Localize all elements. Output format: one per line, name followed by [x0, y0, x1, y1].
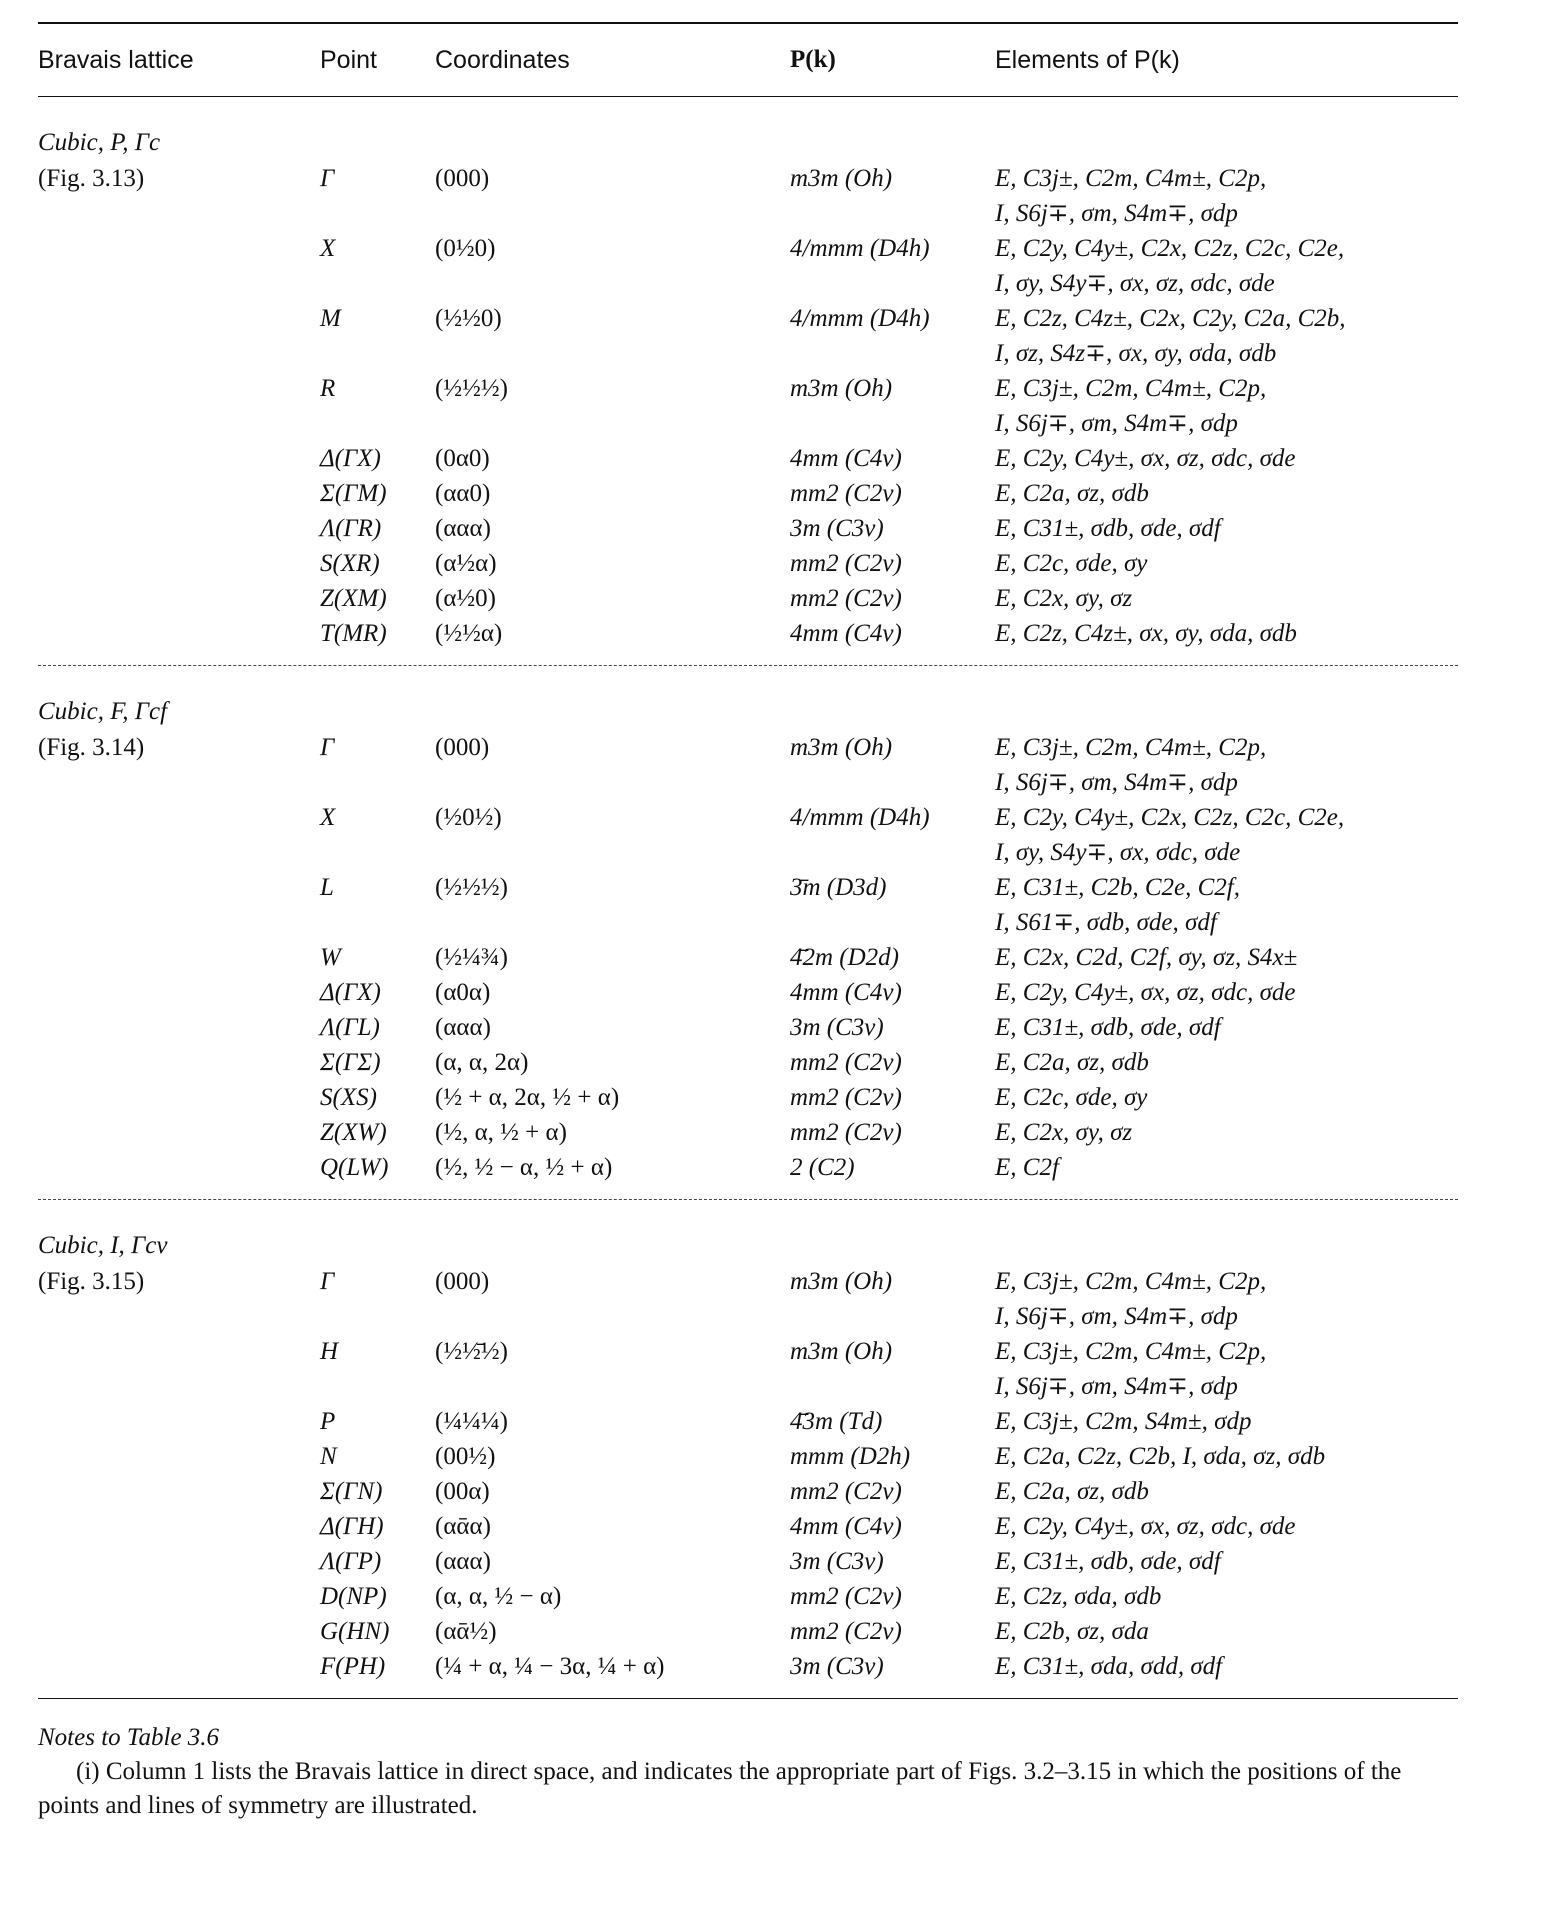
elements-cell [995, 1404, 1458, 1439]
elements-line: E, C2x, σy, σz [995, 585, 1133, 612]
coordinates-cell: (000) [435, 1268, 490, 1295]
point-group-cell: mm2 (C2v) [790, 550, 902, 577]
point-group-cell: 3m (C3v) [790, 1653, 884, 1680]
elements-cell [995, 616, 1458, 651]
elements-line: E, C31±, σdb, σde, σdf [995, 1014, 1221, 1041]
coordinates-cell: (½, α, ½ + α) [435, 1119, 567, 1146]
point-group-cell: 4mm (C4v) [790, 1513, 902, 1540]
elements-line: E, C3j±, C2m, C4m±, C2p, [995, 165, 1267, 192]
table-row [320, 1080, 1458, 1115]
header-bravais-lattice: Bravais lattice [38, 45, 194, 74]
point-symbol: D(NP) [320, 1583, 387, 1610]
elements-line: E, C31±, C2b, C2e, C2f, [995, 874, 1240, 901]
coordinates-cell: (ααα) [435, 1548, 491, 1575]
elements-cell [995, 1544, 1458, 1579]
elements-line: E, C2y, C4y±, σx, σz, σdc, σde [995, 979, 1296, 1006]
elements-line: E, C31±, σdb, σde, σdf [995, 1548, 1221, 1575]
point-group-cell: 4mm (C4v) [790, 445, 902, 472]
point-symbol: S(XS) [320, 1084, 377, 1111]
lattice-cell [38, 694, 320, 1185]
point-group-cell: mm2 (C2v) [790, 1049, 902, 1076]
point-symbol: X [320, 235, 336, 262]
elements-line: I, S6j∓, σm, S4m∓, σdp [995, 410, 1238, 437]
table-row [320, 1150, 1458, 1185]
coordinates-cell: (α, α, 2α) [435, 1049, 529, 1076]
point-symbol: Q(LW) [320, 1154, 389, 1181]
elements-cell [995, 441, 1458, 476]
table-row [320, 616, 1458, 651]
point-symbol: R [320, 375, 336, 402]
elements-cell [995, 301, 1458, 371]
table-row [320, 1439, 1458, 1474]
elements-line: E, C3j±, C2m, C4m±, C2p, [995, 1338, 1267, 1365]
point-group-cell: 3m (C3v) [790, 515, 884, 542]
table-page [38, 22, 1458, 1823]
point-symbol: Δ(ΓX) [320, 445, 381, 472]
table-row [320, 870, 1458, 940]
lattice-section [38, 666, 1458, 1199]
table-row [320, 1544, 1458, 1579]
coordinates-cell: (0½0) [435, 235, 496, 262]
coordinates-cell: (½½̄½) [435, 1338, 508, 1365]
coordinates-cell: (ααα) [435, 515, 491, 542]
point-group-cell: mm2 (C2v) [790, 1478, 902, 1505]
elements-cell [995, 1264, 1458, 1334]
coordinates-cell: (0α0) [435, 445, 490, 472]
point-symbol: Δ(ΓH) [320, 1513, 384, 1540]
elements-cell [995, 1045, 1458, 1080]
elements-line: E, C3j±, C2m, C4m±, C2p, [995, 375, 1267, 402]
point-group-cell: 4mm (C4v) [790, 620, 902, 647]
lattice-section [38, 97, 1458, 665]
elements-line: E, C31±, σda, σdd, σdf [995, 1653, 1223, 1680]
coordinates-cell: (ααα) [435, 1014, 491, 1041]
table-row [320, 161, 1458, 231]
notes-title: Notes to Table 3.6 [38, 1724, 220, 1751]
coordinates-cell: (½, ½ − α, ½ + α) [435, 1154, 613, 1181]
table-body [38, 97, 1458, 1698]
elements-cell [995, 1334, 1458, 1404]
elements-cell [995, 1614, 1458, 1649]
point-symbol: Λ(ΓR) [320, 515, 382, 542]
coordinates-cell: (αᾱ½) [435, 1618, 497, 1645]
point-symbol: T(MR) [320, 620, 387, 647]
point-symbol: Z(XM) [320, 585, 387, 612]
table-header [38, 24, 1458, 96]
elements-line: E, C2y, C4y±, σx, σz, σdc, σde [995, 445, 1296, 472]
elements-cell [995, 511, 1458, 546]
point-group-cell: mm2 (C2v) [790, 480, 902, 507]
table-row [320, 1614, 1458, 1649]
elements-cell [995, 1080, 1458, 1115]
table-row [320, 1264, 1458, 1334]
coordinates-cell: (000) [435, 165, 490, 192]
point-group-cell: 3̄m (D3d) [790, 874, 887, 901]
point-symbol: Z(XW) [320, 1119, 387, 1146]
point-rows [320, 730, 1458, 1185]
elements-line: E, C3j±, C2m, C4m±, C2p, [995, 734, 1267, 761]
figure-reference: (Fig. 3.13) [38, 165, 145, 192]
lattice-section [38, 1200, 1458, 1698]
elements-line: E, C2z, C4z±, C2x, C2y, C2a, C2b, [995, 305, 1346, 332]
elements-line: I, σy, S4y∓, σx, σz, σdc, σde [995, 270, 1275, 297]
elements-line: I, σy, S4y∓, σx, σdc, σde [995, 839, 1241, 866]
table-row [320, 1404, 1458, 1439]
point-group-cell: 3m (C3v) [790, 1014, 884, 1041]
elements-line: I, S61∓, σdb, σde, σdf [995, 909, 1217, 936]
point-group-cell: 2 (C2) [790, 1154, 855, 1181]
point-symbol: X [320, 804, 336, 831]
point-symbol: Γ [320, 734, 335, 761]
elements-cell [995, 1439, 1458, 1474]
table-row [320, 1334, 1458, 1404]
point-group-cell: 4mm (C4v) [790, 979, 902, 1006]
point-symbol: H [320, 1338, 339, 1365]
table-row [320, 1115, 1458, 1150]
point-group-cell: 3m (C3v) [790, 1548, 884, 1575]
table-row [320, 441, 1458, 476]
coordinates-cell: (½½0) [435, 305, 502, 332]
elements-line: E, C2y, C4y±, σx, σz, σdc, σde [995, 1513, 1296, 1540]
point-group-cell: m3m (Oh) [790, 165, 893, 192]
elements-line: E, C2a, σz, σdb [995, 1478, 1149, 1505]
elements-cell [995, 1474, 1458, 1509]
point-symbol: S(XR) [320, 550, 380, 577]
elements-cell [995, 476, 1458, 511]
elements-line: E, C2c, σde, σy [995, 1084, 1148, 1111]
coordinates-cell: (α½α) [435, 550, 497, 577]
point-symbol: P [320, 1408, 336, 1435]
point-symbol: Σ(ΓΣ) [320, 1049, 381, 1076]
point-symbol: Γ [320, 165, 335, 192]
elements-cell [995, 1579, 1458, 1614]
point-group-cell: 4̄2m (D2d) [790, 944, 900, 971]
point-group-cell: mm2 (C2v) [790, 1583, 902, 1610]
coordinates-cell: (000) [435, 734, 490, 761]
point-group-cell: m3m (Oh) [790, 375, 893, 402]
point-group-cell: 4/mmm (D4h) [790, 804, 930, 831]
figure-reference: (Fig. 3.15) [38, 1268, 145, 1295]
point-symbol: W [320, 944, 341, 971]
coordinates-cell: (½½α) [435, 620, 503, 647]
elements-line: I, S6j∓, σm, S4m∓, σdp [995, 1373, 1238, 1400]
table-row [320, 581, 1458, 616]
point-group-cell: mm2 (C2v) [790, 1119, 902, 1146]
header-coordinates: Coordinates [435, 45, 570, 74]
elements-line: I, S6j∓, σm, S4m∓, σdp [995, 1303, 1238, 1330]
coordinates-cell: (½¼¾) [435, 944, 508, 971]
elements-cell [995, 730, 1458, 800]
table-row [320, 231, 1458, 301]
lattice-name: Cubic, F, Γcf [38, 698, 168, 725]
point-group-cell: 4/mmm (D4h) [790, 305, 930, 332]
elements-cell [995, 1649, 1458, 1684]
table-row [320, 476, 1458, 511]
coordinates-cell: (α, α, ½ − α) [435, 1583, 562, 1610]
elements-cell [995, 581, 1458, 616]
table-row [320, 1579, 1458, 1614]
coordinates-cell: (00α) [435, 1478, 490, 1505]
elements-cell [995, 231, 1458, 301]
elements-line: E, C31±, σdb, σde, σdf [995, 515, 1221, 542]
point-symbol: Γ [320, 1268, 335, 1295]
coordinates-cell: (00½) [435, 1443, 496, 1470]
point-group-cell: mm2 (C2v) [790, 1084, 902, 1111]
lattice-name: Cubic, P, Γc [38, 129, 161, 156]
elements-line: E, C2a, σz, σdb [995, 480, 1149, 507]
coordinates-cell: (¼ + α, ¼ − 3α, ¼ + α) [435, 1653, 665, 1680]
elements-line: E, C2z, C4z±, σx, σy, σda, σdb [995, 620, 1297, 647]
elements-line: E, C2y, C4y±, C2x, C2z, C2c, C2e, [995, 235, 1345, 262]
point-group-cell: m3m (Oh) [790, 734, 893, 761]
lattice-cell [38, 1228, 320, 1684]
elements-line: I, S6j∓, σm, S4m∓, σdp [995, 769, 1238, 796]
point-rows [320, 1264, 1458, 1684]
point-symbol: G(HN) [320, 1618, 390, 1645]
coordinates-cell: (α½0) [435, 585, 496, 612]
elements-cell [995, 371, 1458, 441]
table-row [320, 1509, 1458, 1544]
elements-cell [995, 161, 1458, 231]
elements-cell [995, 940, 1458, 975]
table-row [320, 800, 1458, 870]
point-group-cell: mmm (D2h) [790, 1443, 911, 1470]
coordinates-cell: (½½½) [435, 375, 508, 402]
elements-cell [995, 870, 1458, 940]
table-row [320, 371, 1458, 441]
coordinates-cell: (¼¼¼) [435, 1408, 508, 1435]
bottom-rule [38, 1698, 1458, 1699]
point-group-cell: mm2 (C2v) [790, 1618, 902, 1645]
table-row [320, 511, 1458, 546]
header-point: Point [320, 45, 377, 74]
elements-cell [995, 1150, 1458, 1185]
point-symbol: N [320, 1443, 337, 1470]
table-row [320, 1649, 1458, 1684]
table-row [320, 1010, 1458, 1045]
figure-reference: (Fig. 3.14) [38, 734, 145, 761]
elements-line: E, C3j±, C2m, C4m±, C2p, [995, 1268, 1267, 1295]
elements-line: E, C2f [995, 1154, 1059, 1181]
table-row [320, 975, 1458, 1010]
point-symbol: Σ(ΓM) [320, 480, 387, 507]
table-row [320, 301, 1458, 371]
coordinates-cell: (½0½) [435, 804, 502, 831]
coordinates-cell: (αα0) [435, 480, 491, 507]
elements-line: E, C2c, σde, σy [995, 550, 1148, 577]
elements-line: E, C2a, C2z, C2b, I, σda, σz, σdb [995, 1443, 1326, 1470]
elements-line: E, C3j±, C2m, S4m±, σdp [995, 1408, 1252, 1435]
point-group-cell: 4/mmm (D4h) [790, 235, 930, 262]
coordinates-cell: (½½½) [435, 874, 508, 901]
point-symbol: Λ(ΓP) [320, 1548, 382, 1575]
table-row [320, 1474, 1458, 1509]
coordinates-cell: (½ + α, 2α, ½ + α) [435, 1084, 620, 1111]
elements-line: I, S6j∓, σm, S4m∓, σdp [995, 200, 1238, 227]
lattice-cell [38, 125, 320, 651]
lattice-name: Cubic, I, Γcv [38, 1232, 168, 1259]
elements-line: E, C2a, σz, σdb [995, 1049, 1149, 1076]
table-row [320, 546, 1458, 581]
point-symbol: F(PH) [320, 1653, 386, 1680]
elements-line: E, C2z, σda, σdb [995, 1583, 1162, 1610]
point-group-cell: mm2 (C2v) [790, 585, 902, 612]
point-symbol: Δ(ΓX) [320, 979, 381, 1006]
table-notes [38, 1721, 1458, 1823]
elements-cell [995, 800, 1458, 870]
point-symbol: L [320, 874, 334, 901]
point-group-cell: 4̄3m (Td) [790, 1408, 883, 1435]
notes-body: (i) Column 1 lists the Bravais lattice in direct space, and indicates the appropriate part of Figs. 3.2–3.15 in which the positions of the points and lines of symmetry are illustrated. [38, 1758, 1402, 1819]
table-row [320, 1045, 1458, 1080]
point-symbol: M [320, 305, 341, 332]
coordinates-cell: (αᾱα) [435, 1513, 491, 1540]
elements-line: E, C2x, σy, σz [995, 1119, 1133, 1146]
point-symbol: Λ(ΓL) [320, 1014, 380, 1041]
elements-cell [995, 546, 1458, 581]
point-symbol: Σ(ΓN) [320, 1478, 383, 1505]
elements-line: E, C2y, C4y±, C2x, C2z, C2c, C2e, [995, 804, 1345, 831]
table-row [320, 940, 1458, 975]
elements-cell [995, 1115, 1458, 1150]
point-group-cell: m3m (Oh) [790, 1338, 893, 1365]
elements-line: E, C2b, σz, σda [995, 1618, 1149, 1645]
elements-cell [995, 1509, 1458, 1544]
table-row [320, 730, 1458, 800]
point-rows [320, 161, 1458, 651]
elements-cell [995, 1010, 1458, 1045]
coordinates-cell: (α0α) [435, 979, 491, 1006]
header-pk: P(k) [790, 46, 836, 73]
point-group-cell: m3m (Oh) [790, 1268, 893, 1295]
elements-line: I, σz, S4z∓, σx, σy, σda, σdb [995, 340, 1277, 367]
elements-cell [995, 975, 1458, 1010]
elements-line: E, C2x, C2d, C2f, σy, σz, S4x± [995, 944, 1298, 971]
header-elements: Elements of P(k) [995, 45, 1180, 74]
